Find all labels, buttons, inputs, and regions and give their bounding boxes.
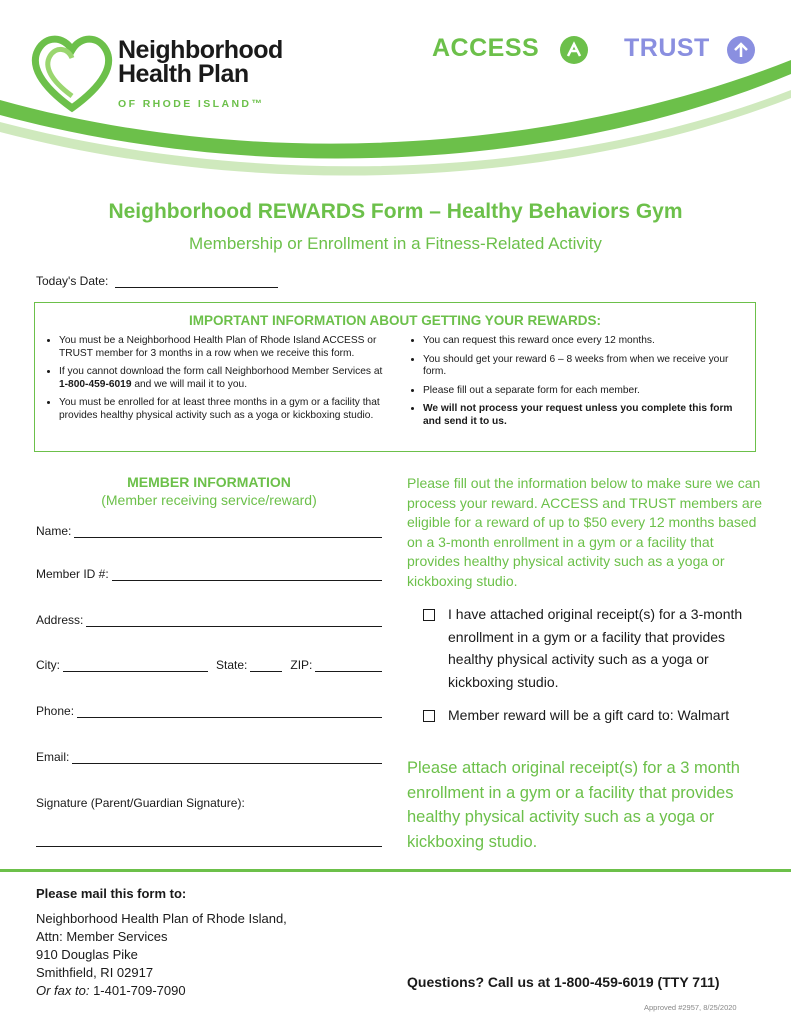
attach-receipts-note: Please attach original receipt(s) for a 3 month enrollment in a gym or a facility that provides healthy physical activity such as a yoga or kickboxing studio. [407,759,740,851]
header-swoosh [0,60,791,180]
info-right-item-4-text: We will not process your request unless you complete this form and send it to us. [423,403,733,427]
footer-divider [0,869,791,872]
address-row [36,613,382,627]
member-info-heading: MEMBER INFORMATION [127,474,291,490]
mail-line-4: Smithfield, RI 02917 [36,965,154,980]
logo-subtitle: OF RHODE ISLAND™ [118,98,265,110]
info-left-item-3: • You must be enrolled for at least three months in a gym or a facility that provides healthy physical activity such as a yoga or kickboxing studio. [59,397,388,422]
giftcard-checkbox-label: Member reward will be a gift card to: Walmart [448,707,730,723]
city-field[interactable] [63,659,208,672]
mail-address [36,910,287,1000]
name-row [36,524,382,538]
info-right-item-4 [423,403,747,428]
approval-note: Approved #2957, 8/25/2020 [644,1003,737,1012]
fax-label: Or fax to: [36,983,90,998]
trust-brand: TRUST [624,34,710,62]
mail-line-3: 910 Douglas Pike [36,947,138,962]
name-field[interactable] [74,525,382,538]
mail-line-2: Attn: Member Services [36,929,168,944]
receipt-checkbox[interactable] [423,609,435,621]
info-heading: IMPORTANT INFORMATION ABOUT GETTING YOUR REWARDS: [189,313,601,328]
info-right-item-2: • You should get your reward 6 – 8 weeks from when we receive your form. [423,354,747,379]
phone-field[interactable] [77,705,382,718]
fax-number: 1-401-709-7090 [89,983,186,998]
address-field[interactable] [86,614,382,627]
giftcard-checkbox[interactable] [423,710,435,722]
logo-line-1: Neighborhood [118,36,283,64]
info-left-column [43,335,388,429]
date-row [36,274,278,288]
member-info-subheading: (Member receiving service/reward) [101,492,317,508]
email-field[interactable] [72,751,382,764]
phone-row [36,704,382,718]
info-left-item-2-end: and we will mail it to you. [131,378,248,390]
form-subtitle: Membership or Enrollment in a Fitness-Related Activity [189,234,602,253]
instructions-paragraph: Please fill out the information below to make sure we can process your reward. ACCESS and TRUST members are eligible for a reward of up to $50 every 12 months based on a 3-month enrollment in a gym or a facility that provides healthy physical activity such as a yoga or kickboxing studio. [407,475,763,589]
signature-field[interactable] [36,846,382,847]
zip-field[interactable] [315,659,382,672]
mail-heading: Please mail this form to: [36,886,187,901]
email-label: Email: [36,750,70,764]
info-left-item-2-text: If you cannot download the form call Neighborhood Member Services at [59,366,383,378]
zip-label: ZIP: [290,658,313,672]
date-field[interactable] [115,275,278,288]
member-id-row [36,567,382,581]
city-row [36,658,382,672]
city-label: City: [36,658,60,672]
giftcard-checkbox-row [423,704,763,727]
info-left-item-2 [59,366,388,391]
name-label: Name: [36,524,72,538]
member-id-field[interactable] [112,568,382,581]
member-id-label: Member ID #: [36,567,109,581]
info-right-item-1: • You can request this reward once every 12 months. [423,335,747,348]
mail-line-1: Neighborhood Health Plan of Rhode Island, [36,911,287,926]
logo-line-2: Health Plan [118,60,249,88]
form-title: Neighborhood REWARDS Form – Healthy Behaviors Gym [108,200,683,223]
access-brand: ACCESS [432,34,540,62]
important-info-box [34,302,756,452]
state-label: State: [216,658,248,672]
info-phone: 1-800-459-6019 [59,378,132,390]
info-right-item-3: • Please fill out a separate form for each member. [423,385,747,398]
receipt-checkbox-label: I have attached original receipt(s) for a 3-month enrollment in a gym or a facility that provides healthy physical activity such as a yoga or kickboxing studio. [448,606,743,690]
date-label: Today's Date: [36,274,109,288]
receipt-checkbox-row [423,603,753,693]
fax-line [36,982,287,1000]
address-label: Address: [36,613,84,627]
email-row [36,750,382,764]
questions-line: Questions? Call us at 1-800-459-6019 (TTY 711) [407,974,720,990]
info-left-item-1: • You must be a Neighborhood Health Plan of Rhode Island ACCESS or TRUST member for 3 months in a row when we receive this form. [59,335,388,360]
state-field[interactable] [250,659,282,672]
info-right-column [407,335,747,435]
phone-label: Phone: [36,704,75,718]
signature-label: Signature (Parent/Guardian Signature): [36,796,245,810]
